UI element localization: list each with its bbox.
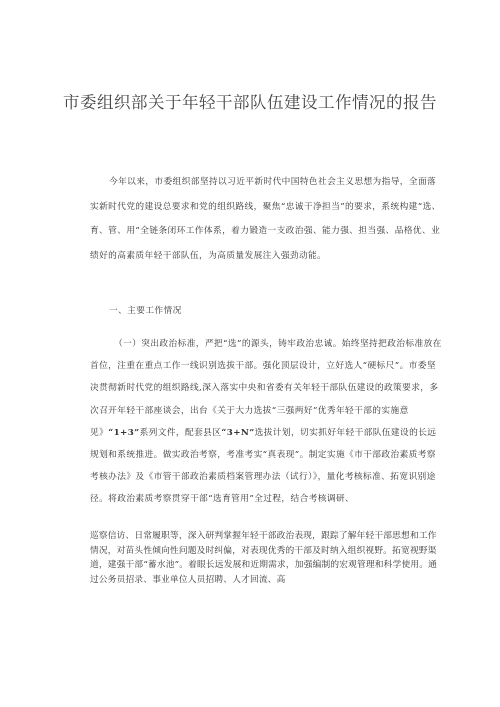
intro-paragraph xyxy=(90,170,442,268)
paragraph-1-text xyxy=(90,333,442,511)
para1-part-a: 始终坚持把政治标准放在首位，注重在重点工作一线识别选拔干部。强化顶层设计，立好选人“硬标尺”。市委坚决贯彻新时代党的组织路线,深入落实中央和省委有关年轻干部队伍建设的政策要求，多次召开年轻干部座谈会，出台《关于大力选拔“三强两好”优秀年轻干部的实施意见》 xyxy=(90,339,442,438)
section-paragraph-1 xyxy=(90,333,442,511)
paragraph-2-text: 巡察信访、日常履职等，深入研判掌握年轻干部政治表现，跟踪了解年轻干部思想和工作情况，对苗头性倾向性问题及时纠偏，对表现优秀的干部及时纳入组织视野。拓宽视野渠道，建强干部“蓄水池”。着眼长远发展和近期需求，加强编制的宏观管理和科学使用。通过公务员招录、事业单位人员招聘、人才回流、高 xyxy=(90,531,438,585)
sub-heading: （一）突出政治标准，严把“选”的源头，铸牢政治忠诚。 xyxy=(114,339,342,349)
doc-code-1-3: “1+3” xyxy=(108,427,140,438)
section-paragraph-2 xyxy=(90,529,442,587)
doc-code-3-n: “3+N” xyxy=(221,427,255,438)
para1-part-c: 系列文件，配套县区 xyxy=(139,427,222,438)
intro-text: 今年以来，市委组织部坚持以习近平新时代中国特色社会主义思想为指导，全面落实新时代党的建设总要求和党的组织路线，聚焦“忠诚干净担当”的要求，系统构建“选、育、管、用”全链条闭环工作体系，着力锻造一支政治强、能力强、担当强、品格优、业绩好的高素质年轻干部队伍，为高质量发展注入强劲动能。 xyxy=(90,177,441,261)
document-title: 市委组织部关于年轻干部队伍建设工作情况的报告 xyxy=(63,93,437,112)
para1-part-e: 选拔计划，切实抓好年轻干部队伍建设的长远规划和系统推进。做实政治考察，考准考实“真表现”。制定实施《市干部政治素质考察考核办法》及《市管干部政治素质档案管理办法（试行）》，量化考核标准、拓宽识别途径。将政治素质考察贯穿干部“选育管用”全过程，结合考核调研、 xyxy=(90,427,437,505)
section-heading-text: 一、主要工作情况 xyxy=(109,306,182,316)
section-heading xyxy=(90,305,442,317)
